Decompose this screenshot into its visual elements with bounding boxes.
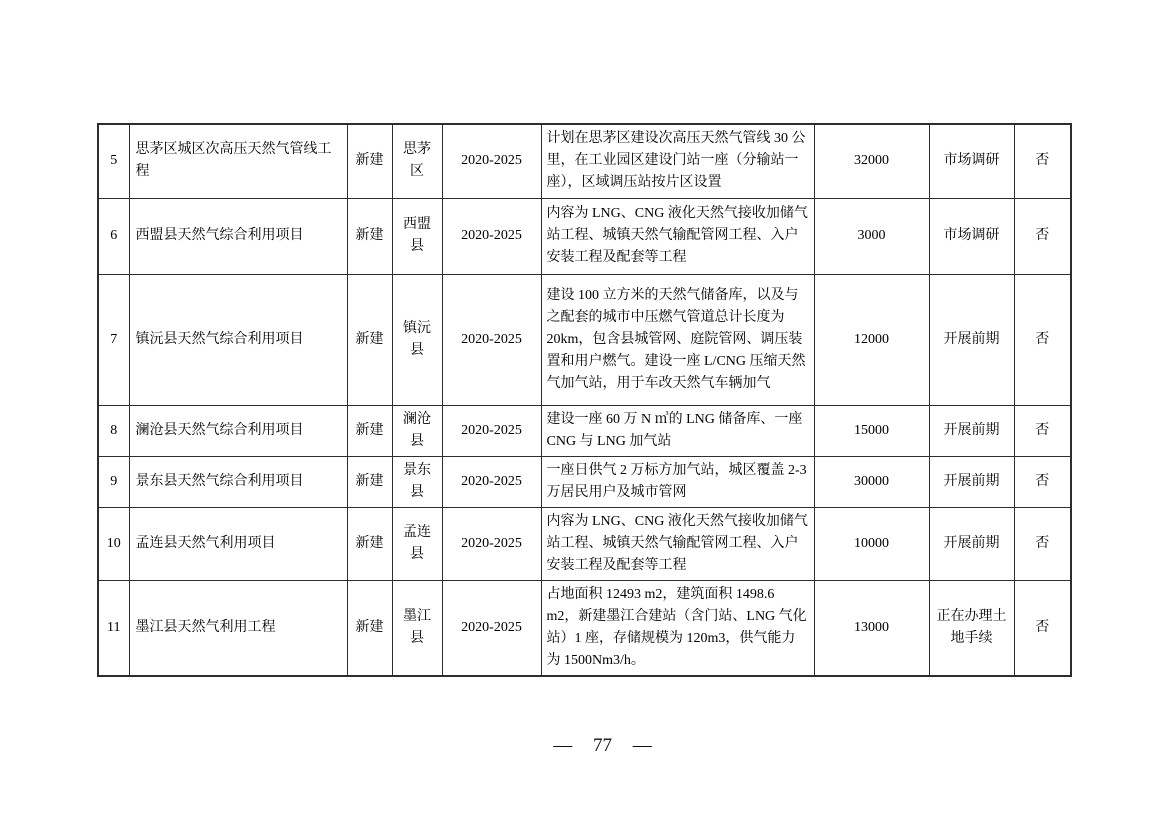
gas-projects-table [97,123,1072,677]
cell-status: 市场调研 [929,198,1014,274]
cell-flag: 否 [1014,198,1071,274]
cell-project-name: 墨江县天然气利用工程 [129,580,347,676]
cell-description: 一座日供气 2 万标方加气站，城区覆盖 2-3 万居民用户及城市管网 [541,456,814,507]
cell-project-name: 镇沅县天然气综合利用项目 [129,274,347,405]
cell-description: 内容为 LNG、CNG 液化天然气接收加储气站工程、城镇天然气输配管网工程、入户安装工程及配套等工程 [541,507,814,580]
table-row [98,198,1071,274]
cell-status: 开展前期 [929,274,1014,405]
cell-build-type: 新建 [347,124,392,198]
cell-period: 2020-2025 [442,580,541,676]
cell-row-no: 6 [98,198,129,274]
cell-row-no: 7 [98,274,129,405]
cell-location: 景东县 [392,456,442,507]
cell-flag: 否 [1014,405,1071,456]
cell-description: 建设 100 立方米的天然气储备库，以及与之配套的城市中压燃气管道总计长度为 20km，包含县城管网、庭院管网、调压装置和用户燃气。建设一座 L/CNG 压缩天然气加气站，用于车改天然气车辆加气 [541,274,814,405]
cell-build-type: 新建 [347,198,392,274]
cell-location: 孟连县 [392,507,442,580]
cell-investment: 15000 [814,405,929,456]
cell-flag: 否 [1014,580,1071,676]
cell-location: 镇沅县 [392,274,442,405]
cell-period: 2020-2025 [442,198,541,274]
table-row [98,274,1071,405]
page-number: — 77 — [553,735,652,756]
table-row [98,507,1071,580]
cell-status: 开展前期 [929,507,1014,580]
cell-build-type: 新建 [347,580,392,676]
cell-status: 开展前期 [929,405,1014,456]
cell-investment: 13000 [814,580,929,676]
cell-period: 2020-2025 [442,124,541,198]
cell-status: 正在办理土地手续 [929,580,1014,676]
cell-project-name: 思茅区城区次高压天然气管线工程 [129,124,347,198]
cell-row-no: 11 [98,580,129,676]
cell-investment: 12000 [814,274,929,405]
cell-description: 占地面积 12493 m2，建筑面积 1498.6 m2，新建墨江合建站（含门站、LNG 气化站）1 座，存储规模为 120m3，供气能力为 1500Nm3/h。 [541,580,814,676]
cell-location: 墨江县 [392,580,442,676]
cell-row-no: 8 [98,405,129,456]
cell-description: 建设一座 60 万 N ㎥的 LNG 储备库、一座 CNG 与 LNG 加气站 [541,405,814,456]
cell-status: 开展前期 [929,456,1014,507]
cell-row-no: 5 [98,124,129,198]
table-row [98,580,1071,676]
cell-period: 2020-2025 [442,405,541,456]
cell-location: 澜沧县 [392,405,442,456]
cell-flag: 否 [1014,507,1071,580]
cell-location: 思茅区 [392,124,442,198]
projects-table-container [97,123,1072,677]
cell-project-name: 澜沧县天然气综合利用项目 [129,405,347,456]
cell-investment: 30000 [814,456,929,507]
cell-period: 2020-2025 [442,456,541,507]
cell-investment: 3000 [814,198,929,274]
cell-row-no: 10 [98,507,129,580]
cell-project-name: 景东县天然气综合利用项目 [129,456,347,507]
cell-project-name: 孟连县天然气利用项目 [129,507,347,580]
cell-build-type: 新建 [347,405,392,456]
cell-investment: 10000 [814,507,929,580]
cell-row-no: 9 [98,456,129,507]
cell-project-name: 西盟县天然气综合利用项目 [129,198,347,274]
cell-status: 市场调研 [929,124,1014,198]
table-row [98,456,1071,507]
cell-build-type: 新建 [347,456,392,507]
cell-investment: 32000 [814,124,929,198]
cell-build-type: 新建 [347,507,392,580]
cell-description: 计划在思茅区建设次高压天然气管线 30 公里，在工业园区建设门站一座（分输站一座），区域调压站按片区设置 [541,124,814,198]
cell-location: 西盟县 [392,198,442,274]
cell-flag: 否 [1014,124,1071,198]
cell-period: 2020-2025 [442,507,541,580]
table-row [98,405,1071,456]
cell-flag: 否 [1014,274,1071,405]
cell-description: 内容为 LNG、CNG 液化天然气接收加储气站工程、城镇天然气输配管网工程、入户安装工程及配套等工程 [541,198,814,274]
cell-period: 2020-2025 [442,274,541,405]
table-row [98,124,1071,198]
cell-build-type: 新建 [347,274,392,405]
cell-flag: 否 [1014,456,1071,507]
